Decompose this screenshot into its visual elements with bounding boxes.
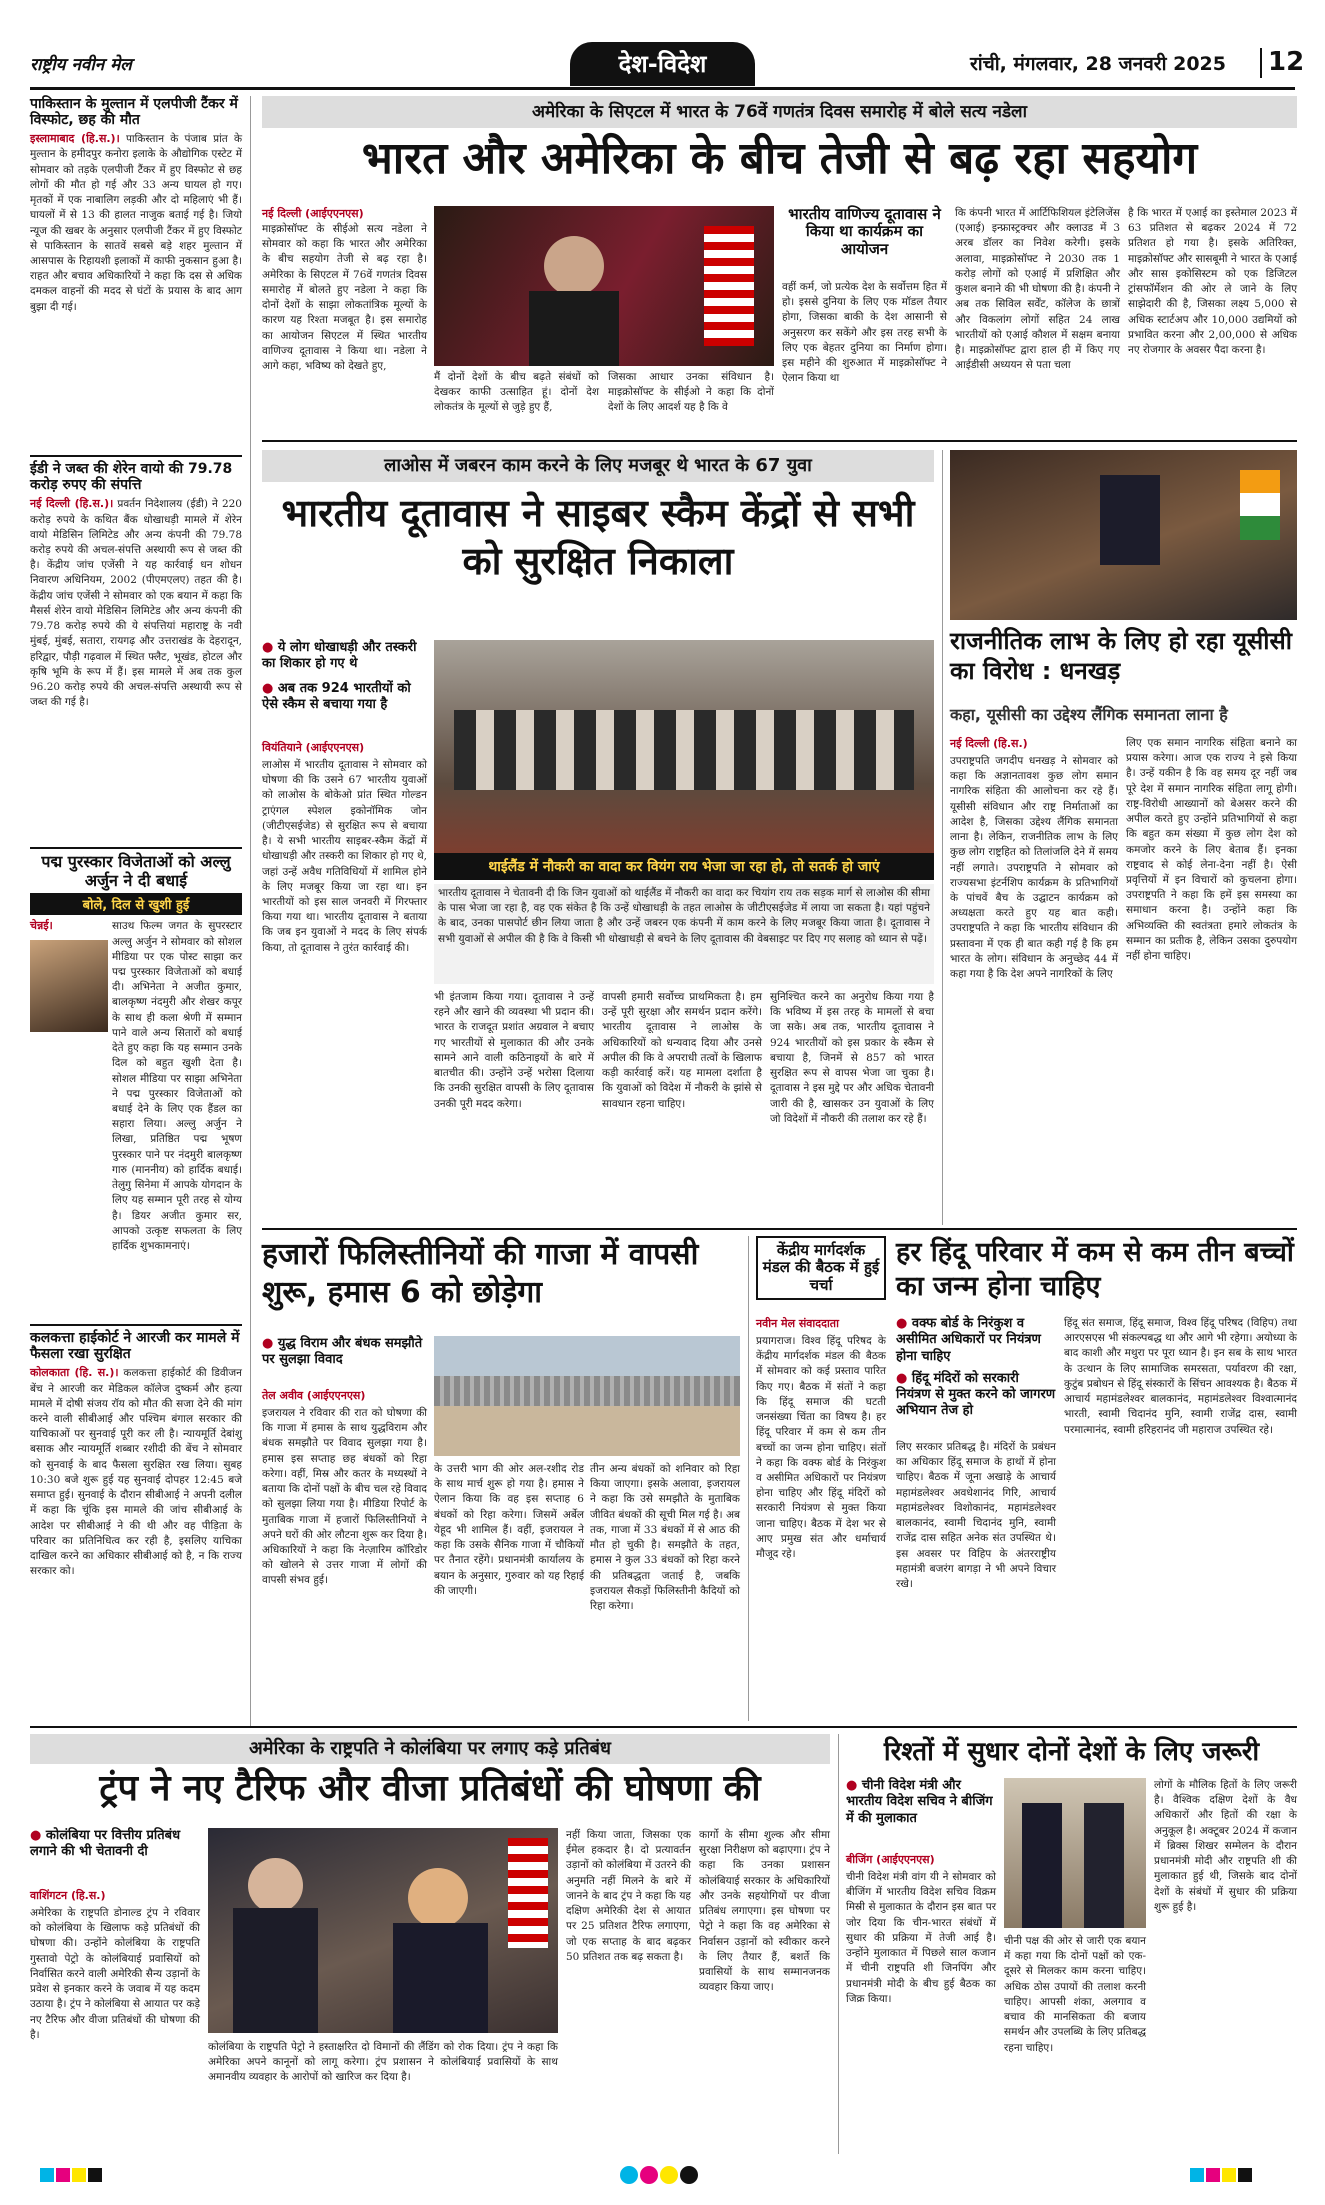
trump-dateline: वाशिंगटन (हि.स.): [30, 1889, 106, 1902]
trump-bullet: ● कोलंबिया पर वित्तीय प्रतिबंध लगाने की भी चेतावनी दी: [30, 1828, 200, 1861]
registration-swatch: [1190, 2168, 1204, 2182]
trump-headline: ट्रंप ने नए टैरिफ और वीजा प्रतिबंधों की घोषणा की: [99, 1768, 761, 1809]
masthead: [30, 38, 1305, 90]
consulate-box-head: भारतीय वाणिज्य दूतावास ने किया था कार्यक्रम का आयोजन: [788, 205, 941, 258]
gaza-col1: इजरायल ने रविवार की रात को घोषणा की कि गाजा में हमास के साथ युद्धविराम और बंधक समझौते पर विवाद सुलझा गया है। हमास इस सप्ताह छह बंधकों को रिहा करेगा। वहीं, मिस्र और कतर के मध्यस्थों ने बताया कि दोनों पक्षों के बीच चल रहे विवाद को सुलझा लिया गया है। मीडिया रिपोर्ट के मुताबिक गाजा में हजारों फिलिस्तीनियों ने अपने घरों की ओर लौटना शुरू कर दिया है। अधिकारियों ने कहा कि नेत्ज़ारिम कॉरिडोर को खोलने से उत्तर गाजा में लोगों की वापसी संभव हुई।: [262, 1407, 427, 1587]
section-rule: [262, 440, 1297, 442]
dhankhar-photo: [950, 450, 1297, 620]
hindu-dateline: नवीन मेल संवाददाता: [756, 1317, 839, 1330]
laos-col1: लाओस में भारतीय दूतावास ने सोमवार को घोषणा की कि उसने 67 भारतीय युवाओं को लाओस के बोकेओ प्रांत स्थित गोल्डन ट्राएंगल स्पेशल इकोनॉमिक जोन (जीटीएसईजेड) से सुरक्षित रूप से बचाया है। ये सभी भारतीय साइबर-स्कैम केंद्रों में धोखाधड़ी और तस्करी का शिकार हो गए थे, जहां उन्हें अवैध गतिविधियों में शामिल होने के लिए मजबूर किया जा रहा था। इन भारतीयों को इस साल जनवरी में गिरफ्तार किया गया था। भारतीय दूतावास ने बताया कि जब इन युवाओं ने मदद के लिए संपर्क किया, तो दूतावास ने तुरंत कार्रवाई की।: [262, 759, 427, 954]
column-rule: [838, 1734, 839, 2154]
laos-headline: भारतीय दूतावास ने साइबर स्कैम केंद्रों से सभी को सुरक्षित निकाला: [281, 491, 915, 583]
story-body: कलकत्ता हाईकोर्ट की डिवीजन बेंच ने आरजी कर मेडिकल कॉलेज दुष्कर्म और हत्या मामले में दोषी संजय रॉय को मौत की सजा देने की मांग करने वाली सीबीआई और पश्चिम बंगाल सरकार की याचिकाओं पर सुनवाई पूरी कर ली है। न्यायमूर्ति देबांशु बसाक और न्यायमूर्ति शब्बार रशीदी की बेंच ने सोमवार को सुनवाई के बाद फैसला सुरक्षित रख लिया। सुबह 10:30 बजे शुरू हुई यह सुनवाई दोपहर 12:45 बजे समाप्त हुई। सुनवाई के दौरान सीबीआई ने अपनी दलील में कहा कि चूंकि इस मामले की जांच सीबीआई के आदेश पर सीबीआई ने की थी और वह पीड़िता के परिवार का प्रतिनिधित्व कर रही है, इसलिए याचिका दाखिल करने का अधिकार सीबीआई को है, न कि राज्य सरकार को।: [30, 1367, 243, 1578]
registration-swatch: [1238, 2168, 1252, 2182]
lead-col2: मैं दोनों देशों के बीच बढ़ते संबंधों को देखकर काफी उत्साहित हूं। दोनों देश लोकतंत्र के मूल्यों से जुड़े हुए हैं,: [434, 371, 599, 414]
registration-swatch: [88, 2168, 102, 2182]
registration-swatch: [1222, 2168, 1236, 2182]
column-rule: [942, 450, 943, 1225]
hindu-kicker: केंद्रीय मार्गदर्शक मंडल की बैठक में हुई चर्चा: [756, 1236, 886, 1300]
story-headline: पद्म पुरस्कार विजेताओं को अल्लु अर्जुन ने दी बधाई: [41, 852, 231, 890]
lead-col1: माइक्रोसॉफ्ट के सीईओ सत्य नडेला ने सोमवार को कहा कि भारत और अमेरिका के बीच सहयोग तेजी से बढ़ रहा है। अमेरिका के सिएटल में 76वें गणतंत्र दिवस समारोह में बोलते हुए नडेला ने कहा कि दोनों देशों के साझा लोकतांत्रिक मूल्यों के कारण यह रिश्ता मजबूत है। इस समारोह का आयोजन सिएटल में स्थित भारतीय वाणिज्य दूतावास ने किया था। नडेला ने आगे कहा, भविष्य को देखते हुए,: [262, 223, 427, 372]
paper-name: राष्ट्रीय नवीन मेल: [30, 55, 132, 75]
hindu-col3: हिंदू संत समाज, हिंदू समाज, विश्व हिंदू परिषद (विहिप) तथा आरएसएस भी संकल्पबद्ध था और आगे भी रहेगा। अयोध्या के बाद काशी और मथुरा पर पूरा ध्यान है। इन सब के साथ भारत के उत्थान के लिए सामाजिक समरसता, पर्यावरण की रक्षा, कुटुंब प्रबोधन से हिंदू संस्कारों के सिंचन आवश्यक है। बैठक में आचार्य महामंडलेश्वर बालकानंद, महामंडलेश्वर विश्वात्मानंद भारती, स्वामी चिदानंद मुनि, स्वामी राजेंद्र दास, स्वामी परमात्मानंद, स्वामी हरिहरानंद जी महाराज उपस्थित रहे।: [1064, 1317, 1297, 1436]
column-rule: [748, 1236, 749, 1721]
gaza-col3: तीन अन्य बंधकों को शनिवार को रिहा किया जाएगा। इसके अलावा, इजरायल ने कहा कि उसे समझौते के मुताबिक जीवित बंधकों की सूची मिल गई है। अब तक, गाजा में 33 बंधकों में से आठ की मौत हो चुकी है। समझौते के तहत, हमास ने कुल 33 बंधकों को रिहा करने की प्रतिबद्धता जताई है, जबकि इजरायल सैकड़ों फिलिस्तीनी कैदियों को रिहा करेगा।: [590, 1463, 740, 1612]
column-rule: [250, 96, 251, 1726]
dateline: नई दिल्ली (हि.स.)।: [30, 497, 114, 511]
color-dots-center: [620, 2166, 710, 2186]
trump-col3: नहीं किया जाता, जिसका एक ईमेल हकदार है। दो प्रत्यावर्तन उड़ानों को कोलंबिया में उतरने की अनुमति नहीं मिलने के बारे में जानने के बाद ट्रंप ने कहा कि यह दक्षिण अमेरिकी देश से आयात पर 25 प्रतिशत टैरिफ लगाएगा, जो एक सप्ताह के बाद बढ़कर 50 प्रतिशत तक बढ़ सकता है।: [566, 1829, 691, 1963]
dateline: इस्लामाबाद (हि.स.)।: [30, 132, 120, 146]
china-col3: लोगों के मौलिक हितों के लिए जरूरी है। वैश्विक दक्षिण देशों के वैध अधिकारों और हितों की रक्षा के अनुकूल है। अक्टूबर 2024 में कजान में ब्रिक्स शिखर सम्मेलन के दौरान प्रधानमंत्री मोदी और राष्ट्रपति शी की मुलाकात हुई थी, जिसके बाद दोनों देशों के संबंधों में सुधार की प्रक्रिया शुरू हुई है।: [1154, 1779, 1297, 1913]
registration-swatch: [56, 2168, 70, 2182]
page-number: 12: [1260, 48, 1304, 78]
trump-photo: [208, 1828, 558, 2033]
laos-dateline: वियंतियाने (आईएएनएस): [262, 741, 365, 754]
gaza-photo: [434, 1336, 740, 1456]
ucc-subhead: कहा, यूसीसी का उद्देश्य लैंगिक समानता लाना है: [950, 705, 1228, 724]
hindu-bullet: ● वक्फ बोर्ड के निरंकुश व असीमित अधिकारों पर नियंत्रण होना चाहिए: [896, 1316, 1056, 1365]
color-bar-left: [40, 2168, 130, 2184]
china-dateline: बीजिंग (आईएएनएस): [846, 1853, 935, 1866]
ucc-col1: उपराष्ट्रपति जगदीप धनखड़ ने सोमवार को कहा कि अज्ञानतावश कुछ लोग समान नागरिक संहिता की आलोचना कर रहे हैं। यूसीसी संविधान और राष्ट्र निर्माताओं का आदेश है, जिसका उद्देश्य लैंगिक समानता लाना है। लेकिन, राजनीतिक लाभ के लिए कुछ लोग राष्ट्रहित को तिलांजलि देने में समय नहीं लगाते। उपराष्ट्रपति ने सोमवार को राज्यसभा इंटर्नशिप कार्यक्रम के प्रतिभागियों के पांचवें बैच के उद्घाटन कार्यक्रम को अध्यक्षता करते हुए यह बात कही। उपराष्ट्रपति ने कहा कि भारतीय संविधान की प्रस्तावना में एक ही बात कही गई है कि हम भारत के लोग। संविधान के अनुच्छेद 44 में कहा गया है कि देश अपने नागरिकों के लिए: [950, 755, 1118, 981]
laos-bullet: ● अब तक 924 भारतीयों को ऐसे स्कैम से बचाया गया है: [262, 681, 427, 714]
registration-swatch: [40, 2168, 54, 2182]
trump-col2: कोलंबिया के राष्ट्रपति पेट्रो ने हस्ताक्षरित दो विमानों की लैंडिंग को रोक दिया। ट्रंप ने कहा कि अमेरिका अपने कानूनों को लागू करेगा। ट्रंप प्रशासन ने कोलंबियाई प्रवासियों के साथ अमानवीय व्यवहार के आरोपों को खारिज कर दिया है।: [208, 2041, 558, 2084]
china-col2: चीनी पक्ष की ओर से जारी एक बयान में कहा गया कि दोनों पक्षों को एक-दूसरे से मिलकर काम करना चाहिए। अधिक ठोस उपायों की तलाश करनी चाहिए। आपसी शंका, अलगाव व बचाव की मानसिकता की बजाय समर्थन और उपलब्धि के लिए प्रतिबद्ध रहना चाहिए।: [1004, 1935, 1146, 2054]
china-col1: चीनी विदेश मंत्री वांग यी ने सोमवार को बीजिंग में भारतीय विदेश सचिव विक्रम मिस्री से मुलाकात के दौरान इस बात पर जोर दिया कि चीन-भारत संबंधों में सुधार की प्रक्रिया में तेजी आई है। उन्होंने मुलाकात में पिछले साल कजान में चीनी राष्ट्रपति शी जिनपिंग और प्रधानमंत्री मोदी के बीच हुई बैठक का जिक्र किया।: [846, 1871, 996, 2005]
section-rule: [30, 1726, 1297, 1728]
laos-advisory: भारतीय दूतावास ने चेतावनी दी कि जिन युवाओं को थाईलैंड में नौकरी का वादा कर चियांग राय तक सड़क मार्ग से लाओस की सीमा के पास भेजा जा रहा है, वह एक संकेत है कि उन्हें धोखाधड़ी के तहत लाओस के जीटीएसईजेड में लाया जा सकता है। यहां पहुंचने के बाद, उनका पासपोर्ट छीन लिया जाता है और उन्हें जबरन एक कंपनी में काम करने के लिए मजबूर किया जाता है। दूतावास ने सभी युवाओं से अपील की है कि वे किसी भी धोखाधड़ी से बचने के लिए दूतावास की वेबसाइट पर दिए गए सलाह को ध्यान से पढ़ें।: [434, 884, 934, 984]
story-body: प्रवर्तन निदेशालय (ईडी) ने 220 करोड़ रुपये के कथित बैंक धोखाधड़ी मामले में शेरेन वायो मेडिसिन लिमिटेड और अन्य कंपनी की 79.78 करोड़ रुपये की अचल-संपत्ति अस्थायी रूप से जब्त की है। केंद्रीय जांच एजेंसी ने यह कार्रवाई धन शोधन निवारण अधिनियम, 2002 (पीएमएलए) तहत की है। केंद्रीय जांच एजेंसी ने सोमवार को एक बयान में कहा कि मैसर्स शेरेन वायो मेडिसिन लिमिटेड और अन्य कंपनी की 79.78 करोड़ रुपये की ये संपत्तियां महाराष्ट्र के नवी मुंबई, मुंबई, सतारा, रायगढ़ और उत्तराखंड के देहरादून, हरिद्वार, पौड़ी गढ़वाल में स्थित फ्लैट, भूखंड, होटल और कृषि भूमि के रूप में हैं। इस मामले में अब तक कुल 96.20 करोड़ रुपये की अचल-संपत्ति अस्थायी रूप से जब्त की गई है।: [30, 498, 242, 709]
hindu-headline: हर हिंदू परिवार में कम से कम तीन बच्चों का जन्म होना चाहिए: [896, 1237, 1294, 1302]
story-headline: पाकिस्तान के मुल्तान में एलपीजी टैंकर में विस्फोट, छह की मौत: [30, 96, 238, 129]
gaza-bullet: ● युद्ध विराम और बंधक समझौते पर सुलझा विवाद: [262, 1336, 427, 1369]
laos-bullet: ● ये लोग धोखाधड़ी और तस्करी का शिकार हो गए थे: [262, 640, 427, 673]
section-label: देश-विदेश: [570, 42, 755, 86]
ucc-col2: लिए एक समान नागरिक संहिता बनाने का प्रयास करेगा। आज एक राज्य ने इसे किया है। उन्हें यकीन है कि वह समय दूर नहीं जब पूरे देश में समान नागरिक संहिता लागू होगी। राष्ट्र-विरोधी आख्यानों को बेअसर करने की अपील करते हुए उन्होंने प्रतिभागियों से कहा कि बहुत कम संख्या में कुछ लोग देश को कमजोर करने के लिए बेताब हैं। इनका राष्ट्रवाद से कोई लेना-देना नहीं है। ऐसी प्रवृत्तियों में इन विचारों को कुचलना होगा। उपराष्ट्रपति ने कहा कि हमें इस समस्या का समाधान करना है। उन्होंने कहा कि अभिव्यक्ति की स्वतंत्रता हमारे लोकतंत्र के सम्मान का प्रतीक है, लेकिन उसका दुरुपयोग नहीं होना चाहिए।: [1126, 737, 1297, 963]
story-strap: बोले, दिल से खुशी हुई: [30, 893, 242, 915]
laos-col2: भी इंतजाम किया गया। दूतावास ने उन्हें रहने और खाने की व्यवस्था भी प्रदान की। भारत के राजदूत प्रशांत अग्रवाल ने बचाए गए भारतीयों से मुलाकात की और उनके सामने आने वाली कठिनाइयों के बारे में बातचीत की। उन्होंने उन्हें भरोसा दिलाया कि उनकी सुरक्षित वापसी के लिए दूतावास उनकी पूरी मदद करेगा।: [434, 991, 594, 1110]
dateline: कोलकाता (हि. स.)।: [30, 1366, 119, 1380]
laos-col4: सुनिश्चित करने का अनुरोध किया गया है कि भविष्य में इस तरह के मामलों से बचा जा सके। अब तक, भारतीय दूतावास ने 924 भारतीयों को इस प्रकार के स्कैम से बचाया है, जिनमें से 857 को भारत सुरक्षित रूप से वापस भेजा जा चुका है। दूतावास ने इस मुद्दे पर और अधिक चेतावनी जारी की है, खासकर उन युवाओं के लिए जो विदेशों में नौकरी की तलाश कर रहे हैं।: [770, 991, 934, 1125]
dateline-top: रांची, मंगलवार, 28 जनवरी 2025: [970, 53, 1226, 75]
color-bar-right: [1190, 2168, 1280, 2184]
lead-col3: जिसका आधार उनका संविधान है। माइक्रोसॉफ्ट के सीईओ ने कहा कि दोनों देशों के लिए आदर्श यह है कि वे: [608, 371, 774, 414]
registration-swatch: [660, 2166, 678, 2184]
lead-col6: है कि भारत में एआई का इस्तेमाल 2023 में 63 प्रतिशत से बढ़कर 2024 में 72 प्रतिशत हो गया है। इसके अतिरिक्त, माइक्रोसॉफ्ट और सासबूमी ने भारत के एआई और सास इकोसिस्टम को एक डिजिटल ट्रांसफॉर्मेशन की ओर ले जाने के लिए साझेदारी की है, जिसका लक्ष्य 5,000 से अधिक स्टार्टअप और 10,000 उद्यमियों को प्रभावित करना और 2,00,000 से अधिक नए रोजगार के अवसर पैदा करना है।: [1128, 207, 1297, 356]
ucc-dateline: नई दिल्ली (हि.स.): [950, 737, 1028, 750]
registration-swatch: [640, 2166, 658, 2184]
story-body: साउथ फिल्म जगत के सुपरस्टार अल्लु अर्जुन ने सोमवार को सोशल मीडिया पर एक पोस्ट साझा कर पद्म पुरस्कार विजेताओं को बधाई दी। अभिनेता ने अजीत कुमार, बालकृष्ण नंदमुरी और शेखर कपूर के साथ ही कला श्रेणी में सम्मान पाने वाले अन्य सितारों को बधाई देते हुए कहा कि यह सम्मान उनके दिल को बहुत खुशी देता है। सोशल मीडिया पर साझा अभिनेता ने पद्म पुरस्कार विजेताओं को बधाई देने के लिए एक हैंडल का सहारा लिया। अल्लु अर्जुन ने लिखा, प्रतिष्ठित पद्म भूषण पुरस्कार पाने पर नंदमुरी बालकृष्ण गारु (माननीय) को हार्दिक बधाई। तेलुगु सिनेमा में आपके योगदान के लिए यह सम्मान पूरी तरह से योग्य है। डियर अजीत कुमार सर, आपको उत्कृष्ट सफलता के लिए हार्दिक शुभकामनाएं।: [112, 920, 242, 1252]
registration-swatch: [620, 2166, 638, 2184]
gaza-dateline: तेल अवीव (आईएएनएस): [262, 1389, 366, 1402]
section-rule: [262, 1228, 1297, 1230]
registration-swatch: [1206, 2168, 1220, 2182]
laos-kicker: लाओस में जबरन काम करने के लिए मजबूर थे भारत के 67 युवा: [262, 450, 934, 482]
footer-marks: [0, 2162, 1325, 2192]
china-headline: रिश्तों में सुधार दोनों देशों के लिए जरूरी: [883, 1737, 1260, 1767]
laos-photo-caption: थाईलैंड में नौकरी का वादा कर वियंग राय भेजा जा रहा हो, तो सतर्क हो जाएं: [434, 853, 934, 880]
actor-photo: [30, 940, 108, 1032]
gaza-col2: के उत्तरी भाग की ओर अल-रशीद रोड के साथ मार्च शुरू हो गया है। हमास ने ऐलान किया कि वह इस सप्ताह 6 बंधकों को रिहा करेगा। जिसमें अर्बेल येहूद भी शामिल हैं। वहीं, इजरायल ने कहा कि उसके सैनिक गाजा में चौकियों पर तैनात रहेंगे। प्रधानमंत्री कार्यालय के बयान के अनुसार, गुरुवार को यह रिहाई की जाएगी।: [434, 1463, 584, 1597]
hindu-col1: प्रयागराज। विश्व हिंदू परिषद के केंद्रीय मार्गदर्शक मंडल की बैठक में सोमवार को कई प्रस्ताव पारित किए गए। बैठक में संतों ने कहा कि हिंदू समाज की घटती जनसंख्या चिंता का विषय है। हर हिंदू परिवार में कम से कम तीन बच्चों का जन्म होना चाहिए। संतों ने कहा कि वक्फ बोर्ड के निरंकुश व असीमित अधिकारों पर नियंत्रण होना चाहिए और हिंदू मंदिरों को सरकारी नियंत्रण से मुक्त किया जाना चाहिए। बैठक में देश भर से आए प्रमुख संत और धर्माचार्य मौजूद रहे।: [756, 1335, 886, 1561]
registration-swatch: [680, 2166, 698, 2184]
lead-kicker: अमेरिका के सिएटल में भारत के 76वें गणतंत्र दिवस समारोह में बोले सत्य नडेला: [262, 96, 1297, 128]
gaza-headline: हजारों फिलिस्तीनियों की गाजा में वापसी शुरू, हमास 6 को छोड़ेगा: [262, 1237, 699, 1310]
lead-col4: वहीं कर्म, जो प्रत्येक देश के सर्वोत्तम हित में हो। इससे दुनिया के लिए एक मॉडल तैयार होगा, जिसका बाकी के देश आसानी से अनुसरण कर सकेंगे और इस तरह सभी के लिए एक बेहतर दुनिया का निर्माण होगा। इस महीने की शुरुआत में माइक्रोसॉफ्ट ने ऐलान किया था: [782, 281, 947, 385]
china-photo: [1004, 1778, 1146, 1928]
lead-col5: कि कंपनी भारत में आर्टिफिशियल इंटेलिजेंस (एआई) इन्फ्रास्ट्रक्चर और क्लाउड में 3 अरब डॉलर का निवेश करेगी। इसके अलावा, माइक्रोसॉफ्ट ने 2030 तक 1 करोड़ लोगों को एआई में प्रशिक्षित और कुशल बनाने की भी घोषणा की है। कंपनी ने अब तक सिविल सर्वेंट, कॉलेज के छात्रों और विकलांग लोगों सहित 24 लाख भारतीयों को एआई कौशल में सक्षम बनाया है। माइक्रोसॉफ्ट द्वारा हाल ही में किए गए आईडीसी अध्ययन से पता चला: [955, 207, 1120, 372]
hindu-bullet: ● हिंदू मंदिरों को सरकारी नियंत्रण से मुक्त करने को जागरण अभियान तेज हो: [896, 1371, 1056, 1420]
dateline: चेन्नई।: [30, 919, 53, 933]
lead-dateline: नई दिल्ली (आईएएनएस): [262, 207, 364, 220]
laos-photo: [434, 640, 934, 880]
lead-headline: भारत और अमेरिका के बीच तेजी से बढ़ रहा सहयोग: [361, 133, 1198, 184]
story-body: पाकिस्तान के पंजाब प्रांत के मुल्तान के हमीदपुर कनोरा इलाके के औद्योगिक एस्टेट में सोमवार को तड़के एलपीजी टैंकर में हुए विस्फोट से छह लोगों की मौत हो गई और 33 अन्य घायल हो गए। मृतकों में एक नाबालिग लड़की और दो महिलाएं भी हैं। घायलों में से 13 की हालत नाजुक बताई गई है। जियो न्यूज की खबर के अनुसार एलपीजी टैंकर में हुए विस्फोट से पाकिस्तान के सातवें सबसे बड़े शहर मुल्तान में आसपास के रिहायशी इलाकों में काफी नुकसान हुआ है। राहत और बचाव अधिकारियों ने कहा कि दस से अधिक दमकल वाहनों की मदद से घंटों के प्रयास के बाद आग बुझा दी गई।: [30, 133, 243, 313]
hindu-col2: लिए सरकार प्रतिबद्ध है। मंदिरों के प्रबंधन का अधिकार हिंदू समाज के हाथों में होना चाहिए। बैठक में जूना अखाड़े के आचार्य महामंडलेश्वर अवधेशानंद गिरि, आचार्य महामंडलेश्वर विशोकानंद, महामंडलेश्वर बालकानंद, स्वामी चिदानंद मुनि, स्वामी राजेंद्र दास सहित अनेक संत उपस्थित थे। इस अवसर पर विहिप के अंतरराष्ट्रीय महामंत्री बजरंग बागड़ा ने भी अपने विचार रखे।: [896, 1441, 1056, 1590]
trump-col1: अमेरिका के राष्ट्रपति डोनाल्ड ट्रंप ने रविवार को कोलंबिया के खिलाफ कड़े प्रतिबंधों की घोषणा की। उन्होंने कोलंबिया के राष्ट्रपति गुस्तावो पेट्रो के कोलंबियाई प्रवासियों को निर्वासित करने वाली अमेरिकी सैन्य उड़ानों के प्रवेश से इनकार करने के जवाब में यह कदम उठाया है। ट्रंप ने कोलंबिया से आयात पर कड़े नए टैरिफ और वीजा प्रतिबंधों की घोषणा की है।: [30, 1907, 200, 2041]
story-headline: ईडी ने जब्त की शेरेन वायो की 79.78 करोड़ रुपए की संपत्ति: [30, 461, 233, 494]
trump-col4: कार्गो के सीमा शुल्क और सीमा सुरक्षा निरीक्षण को बढ़ाएगा। ट्रंप ने कहा कि उनका प्रशासन कोलंबियाई सरकार के अधिकारियों और उनके सहयोगियों पर वीजा प्रतिबंध लगाएगा। इस घोषणा पर पेट्रो ने कहा कि वह अमेरिका से निर्वासन उड़ानों को स्वीकार करने के लिए तैयार हैं, बशर्ते कि प्रवासियों के साथ सम्मानजनक व्यवहार किया जाए।: [699, 1829, 830, 1994]
registration-swatch: [72, 2168, 86, 2182]
ucc-headline: राजनीतिक लाभ के लिए हो रहा यूसीसी का विरोध : धनखड़: [950, 627, 1292, 685]
trump-kicker: अमेरिका के राष्ट्रपति ने कोलंबिया पर लगाए कड़े प्रतिबंध: [30, 1734, 830, 1764]
story-headline: कलकत्ता हाईकोर्ट ने आरजी कर मामले में फैसला रखा सुरक्षित: [30, 1330, 240, 1363]
nadella-photo: [434, 206, 774, 366]
left-column: [30, 96, 242, 1726]
laos-col3: वापसी हमारी सर्वोच्च प्राथमिकता है। हम उन्हें पूरी सुरक्षा और समर्थन प्रदान करेंगे। भारतीय दूतावास ने लाओस के अधिकारियों को धन्यवाद दिया और उनसे अपील की कि वे अपराधी तत्वों के खिलाफ कड़ी कार्रवाई करें। यह मामला दर्शाता है कि युवाओं को विदेश में नौकरी के झांसे से सावधान रहना चाहिए।: [602, 991, 762, 1110]
china-bullet: ● चीनी विदेश मंत्री और भारतीय विदेश सचिव ने बीजिंग में की मुलाकात: [846, 1778, 996, 1827]
